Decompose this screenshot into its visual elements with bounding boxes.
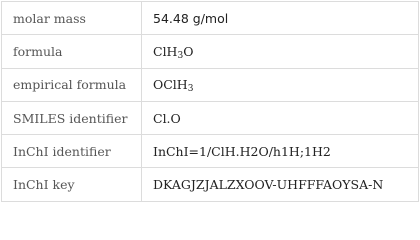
formula-part-main: ClH (153, 43, 178, 59)
row-label: formula (2, 35, 142, 68)
table-row-molar-mass (2, 2, 419, 35)
table-row-inchi-key (2, 168, 419, 201)
formula-part-tail: O (183, 43, 194, 59)
row-value: Cl.O (142, 101, 419, 134)
row-label: empirical formula (2, 68, 142, 101)
row-label: InChI key (2, 168, 142, 201)
formula-part-main: OClH (153, 77, 188, 93)
row-value: InChI=1/ClH.H2O/h1H;1H2 (142, 135, 419, 168)
properties-table (1, 1, 419, 202)
row-label: InChI identifier (2, 135, 142, 168)
row-label: SMILES identifier (2, 101, 142, 134)
formula-value (142, 35, 419, 68)
formula-subscript: 3 (177, 50, 184, 61)
table-row-inchi (2, 135, 419, 168)
table-row-formula (2, 35, 419, 68)
formula-subscript: 3 (187, 84, 194, 95)
table-row-smiles (2, 101, 419, 134)
empirical-formula-value (142, 68, 419, 101)
row-label: molar mass (2, 2, 142, 35)
row-value: 54.48 g/mol (142, 2, 419, 35)
table-row-empirical-formula (2, 68, 419, 101)
row-value: DKAGJZJALZXOOV-UHFFFAOYSA-N (142, 168, 419, 201)
